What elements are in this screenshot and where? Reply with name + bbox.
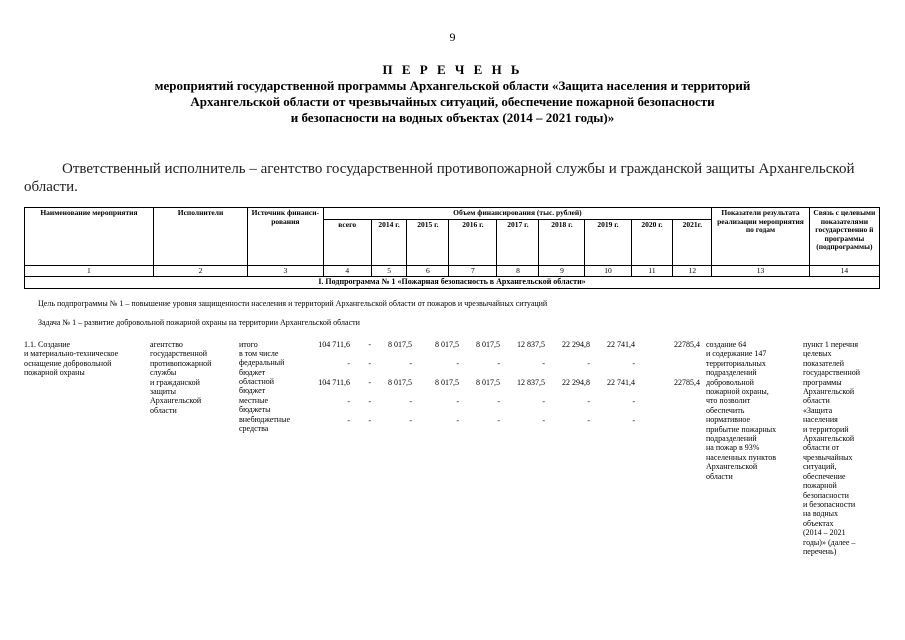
header-source: Источник финанси-рования [248,208,323,266]
column-number: 5 [371,265,407,277]
funding-value: 22785,4 [674,378,700,387]
funding-value: 22 294,8 [562,340,590,349]
funding-value: 22 741,4 [607,378,635,387]
funding-value: - [497,416,500,425]
funding-value: - [347,397,350,406]
funding-value: 8 017,5 [435,378,459,387]
source-federal: в том числе федеральный бюджет [239,349,285,377]
funding-value: 22 741,4 [607,340,635,349]
title-line-1: мероприятий государственной программы Архангельской области «Защита населения и территорий [154,78,751,93]
subprogram-heading: I. Подпрограмма № 1 «Пожарная безопасность в Архангельской области» [25,277,880,289]
column-number: 1 [25,265,154,277]
funding-value: - [542,397,545,406]
responsible-executor-text: Ответственный исполнитель – агентство государственной противопожарной службы и гражданской защиты Архангельской области. [24,161,855,195]
source-total: итого [239,340,258,349]
funding-value: - [587,416,590,425]
funding-value: - [497,359,500,368]
column-number: 14 [809,265,879,277]
funding-value: - [456,416,459,425]
funding-value: - [409,359,412,368]
column-number: 8 [497,265,539,277]
column-number: 9 [539,265,585,277]
column-number: 2 [153,265,247,277]
header-year-2016: 2016 г. [449,219,497,265]
header-executors: Исполнители [153,208,247,266]
funding-value: - [409,397,412,406]
result-indicator: создание 64 и содержание 147 территориальных подразделений добровольной пожарной охраны, что позволит обеспечить нормативное прибытие пожарных подразделений на пожар в 93% населенных пунктов Архангельской области [706,340,777,481]
funding-value: 12 837,5 [517,340,545,349]
funding-value: 22 294,8 [562,378,590,387]
activity-name: 1.1. Создание и материально-техническое оснащение добровольной пожарной охраны [24,340,119,378]
header-link: Связь с целевыми показателями государственно й программы (подпрограммы) [809,208,879,266]
source-regional: областной бюджет [239,377,275,396]
funding-value: - [409,416,412,425]
source-extrabudget: внебюджетные средства [239,415,290,434]
source-local: местные бюджеты [239,396,271,415]
header-year-2015: 2015 г. [407,219,449,265]
funding-table [24,207,880,289]
column-number: 13 [712,265,809,277]
subprogram-goal: Цель подпрограммы № 1 – повышение уровня защищенности населения и территорий Архангельской области от пожаров и чрезвычайных ситуаций [38,299,548,308]
funding-value: 22785,4 [674,340,700,349]
funding-value: 8 017,5 [435,340,459,349]
header-year-2021: 2021г. [673,219,712,265]
header-year-2018: 2018 г. [539,219,585,265]
funding-value: - [368,416,371,425]
column-number: 11 [631,265,673,277]
funding-value: - [368,359,371,368]
funding-value: 8 017,5 [476,378,500,387]
header-name: Наименование мероприятия [25,208,154,266]
funding-value: - [347,359,350,368]
funding-value: - [347,416,350,425]
funding-value: 8 017,5 [388,378,412,387]
header-year-2014: 2014 г. [371,219,407,265]
header-indicators: Показатели результата реализации мероприятия по годам [712,208,809,266]
page-number: 9 [449,30,456,44]
funding-value: - [632,397,635,406]
column-number: 3 [248,265,323,277]
funding-value: - [632,416,635,425]
funding-value: - [368,397,371,406]
funding-value: - [587,359,590,368]
funding-value: - [587,397,590,406]
funding-value: 104 711,6 [318,378,350,387]
title-heading: П Е Р Е Ч Е Н Ь [382,62,523,77]
funding-value: 8 017,5 [476,340,500,349]
header-year-2019: 2019 г. [585,219,631,265]
subprogram-task: Задача № 1 – развитие добровольной пожарной охраны на территории Архангельской области [38,318,360,327]
header-year-2020: 2020 г. [631,219,673,265]
target-link: пункт 1 перечня целевых показателей государственной программы Архангельской области «Защита населения и территорий Архангельской области от чрезвычайных ситуаций, обеспечение пожарной безопасности и безопасности на водных объектах (2014 – 2021 годы)» (далее – перечень) [803,340,861,556]
column-number: 12 [673,265,712,277]
document-title [40,62,865,126]
funding-value: 104 711,6 [318,340,350,349]
header-volume: Объем финансирования (тыс. рублей) [323,208,712,220]
funding-value: - [456,359,459,368]
column-number: 7 [449,265,497,277]
funding-value: - [456,397,459,406]
column-number: 4 [323,265,371,277]
funding-value: - [542,359,545,368]
funding-value: 8 017,5 [388,340,412,349]
column-number: 6 [407,265,449,277]
activity-executor: агентство государственной противопожарной службы и гражданской защиты Архангельской области [150,340,212,415]
funding-value: - [368,378,371,387]
funding-value: - [542,416,545,425]
funding-value: 12 837,5 [517,378,545,387]
header-year-2017: 2017 г. [497,219,539,265]
funding-value: - [497,397,500,406]
funding-value: - [632,359,635,368]
column-number: 10 [585,265,631,277]
title-line-3: и безопасности на водных объектах (2014 – 2021 годы)» [290,110,615,125]
title-line-2: Архангельской области от чрезвычайных ситуаций, обеспечение пожарной безопасности [190,94,715,109]
funding-value: - [368,340,371,349]
column-number-row [25,265,880,277]
header-total: всего [323,219,371,265]
